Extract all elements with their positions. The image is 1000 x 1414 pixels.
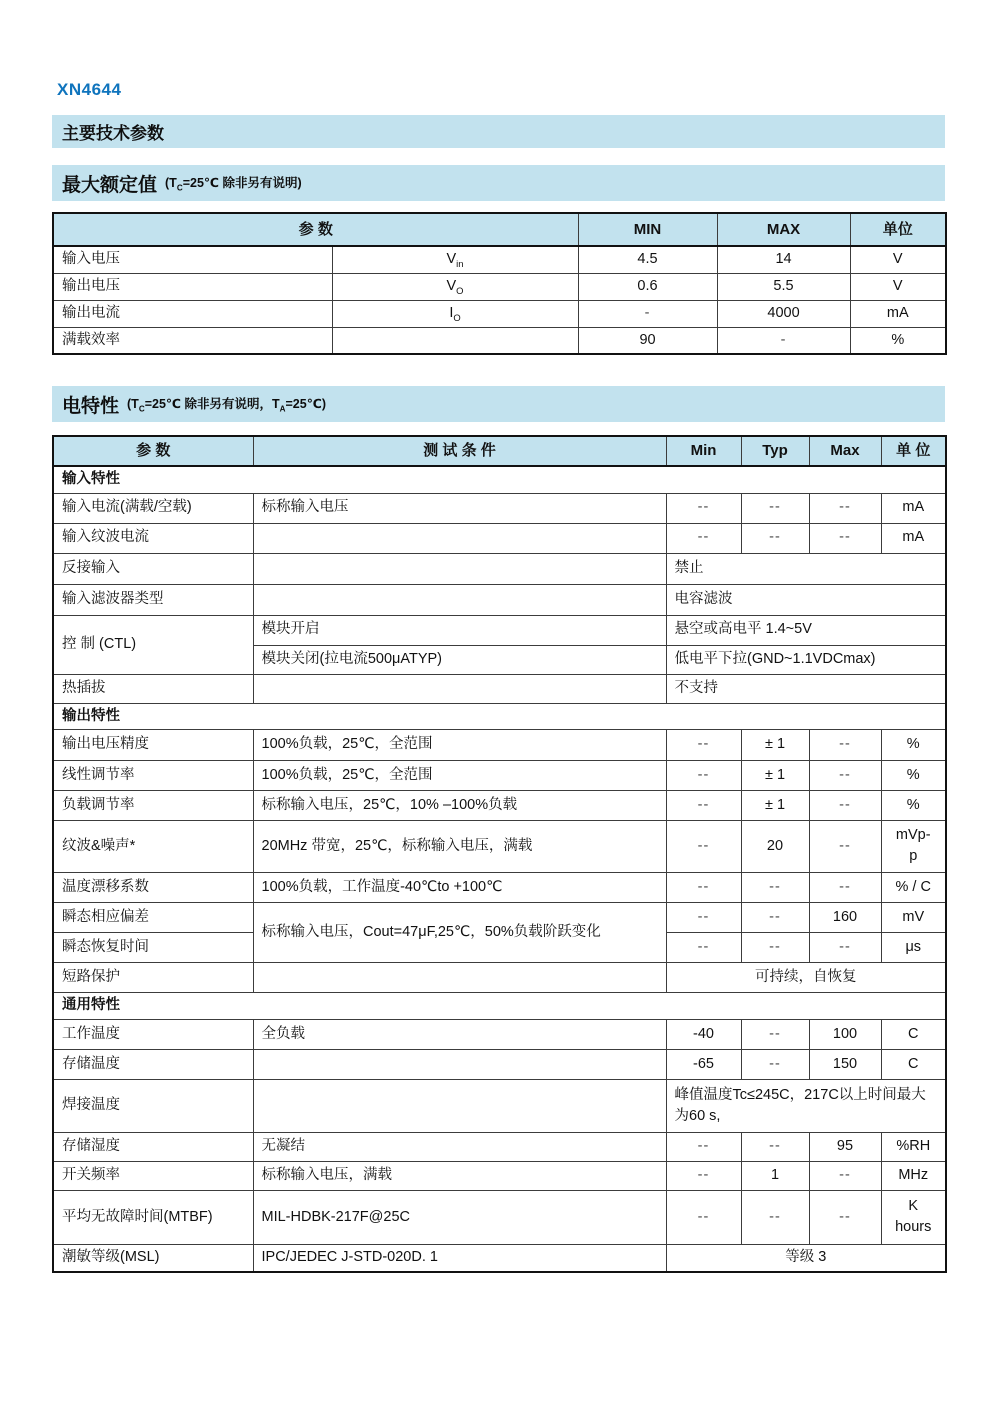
table-cell: IPC/JEDEC J-STD-020D. 1 [253,1244,666,1272]
table-cell: -- [666,872,741,902]
table-cell: -- [741,902,809,932]
table-cell: 存储温度 [53,1049,253,1079]
table-cell: -- [809,1161,881,1190]
table-cell: -- [741,1019,809,1049]
section-row [53,703,946,729]
max-ratings-table-wrap [52,212,947,355]
table-row [53,300,946,327]
table-cell: 热插拔 [53,674,253,703]
table-cell: 100%负载，工作温度-40℃to +100℃ [253,872,666,902]
table-cell: 焊接温度 [53,1079,253,1132]
table-cell: $I_O$ [332,300,578,327]
table-cell: MIL-HDBK-217F@25C [253,1190,666,1244]
table-cell: 瞬态恢复时间 [53,932,253,962]
table-cell: -- [741,1132,809,1161]
table-cell: C [881,1049,946,1079]
section-banner-abs-max [52,165,945,201]
page-title: XN4644 [57,80,122,99]
table-cell: 单位 [850,213,946,246]
table-row [53,1019,946,1049]
table-cell: Max [809,436,881,466]
table-cell: - [578,300,717,327]
table-cell [253,523,666,553]
table-cell: 标称输入电压，满载 [253,1161,666,1190]
table-cell: - [717,327,850,354]
table-cell: 工作温度 [53,1019,253,1049]
table-cell: 测 试 条 件 [253,436,666,466]
table-cell: 标称输入电压，Cout=47μF,25℃，50%负载阶跃变化 [253,902,666,962]
table-cell: 输入特性 [53,466,946,493]
table-cell: 不支持 [666,674,946,703]
table-cell: 平均无故障时间(MTBF) [53,1190,253,1244]
table-cell: -- [666,1190,741,1244]
table-cell: -- [809,1190,881,1244]
table-header-row [53,436,946,466]
table-cell [332,327,578,354]
table-row [53,615,946,645]
section-title-elec: 电特性 [62,395,120,417]
table-cell: 14 [717,246,850,273]
table-cell: 纹波&噪声* [53,820,253,872]
table-cell: % / C [881,872,946,902]
table-cell: -- [666,902,741,932]
table-cell: -- [809,790,881,820]
table-cell: mA [850,300,946,327]
table-cell: 短路保护 [53,962,253,992]
table-cell [253,1049,666,1079]
table-cell: -- [666,1161,741,1190]
table-cell: 20MHz 带宽，25℃，标称输入电压，满载 [253,820,666,872]
section-title-abs-max: 最大额定值 [62,174,158,196]
table-cell: MHz [881,1161,946,1190]
table-row [53,1190,946,1244]
table-cell: 模块开启 [253,615,666,645]
table-cell: 开关频率 [53,1161,253,1190]
table-row [53,820,946,872]
table-cell: -- [741,1049,809,1079]
table-cell: -- [666,1132,741,1161]
section-note-elec: ($T_C=25℃$ 除非另有说明，$T_A=25℃$) [127,397,327,414]
table-cell: 100%负载，25℃，全范围 [253,760,666,790]
table-cell: -40 [666,1019,741,1049]
table-cell: 5.5 [717,273,850,300]
table-cell: 输入滤波器类型 [53,584,253,615]
table-cell: -- [809,760,881,790]
table-cell: -- [741,523,809,553]
table-row [53,790,946,820]
table-cell: -- [809,820,881,872]
table-row [53,1244,946,1272]
table-cell: 1 [741,1161,809,1190]
table-row [53,523,946,553]
section-banner-elec [52,386,945,422]
table-cell: 控 制 (CTL) [53,615,253,674]
table-cell: -- [809,932,881,962]
table-cell: MIN [578,213,717,246]
table-cell: $V_O$ [332,273,578,300]
table-cell: 负载调节率 [53,790,253,820]
table-cell: -- [666,523,741,553]
table-cell: -- [741,872,809,902]
table-cell: % [881,729,946,760]
table-row [53,962,946,992]
table-cell: -- [666,790,741,820]
table-cell: 通用特性 [53,992,946,1019]
table-cell: 输入电流(满载/空载) [53,493,253,523]
table-cell: -- [741,493,809,523]
table-cell [253,1079,666,1132]
table-cell: 可持续，自恢复 [666,962,946,992]
table-cell: 悬空或高电平 1.4~5V [666,615,946,645]
table-cell: 电容滤波 [666,584,946,615]
table-cell: C [881,1019,946,1049]
electrical-table-wrap [52,435,947,1273]
table-cell: 潮敏等级(MSL) [53,1244,253,1272]
table-cell: 输出电压精度 [53,729,253,760]
table-row [53,902,946,932]
table-cell: ± 1 [741,729,809,760]
table-cell: 95 [809,1132,881,1161]
table-cell: 模块关闭(拉电流500μATYP) [253,645,666,674]
table-cell: 0.6 [578,273,717,300]
table-cell: 4000 [717,300,850,327]
table-cell: 线性调节率 [53,760,253,790]
table-cell: mA [881,493,946,523]
table-cell: -- [666,729,741,760]
table-cell: K hours [881,1190,946,1244]
table-row [53,1079,946,1132]
table-cell [253,553,666,584]
table-cell [253,674,666,703]
table-row [53,273,946,300]
table-cell: 无凝结 [253,1132,666,1161]
table-cell: Min [666,436,741,466]
table-cell: 160 [809,902,881,932]
table-cell: 100%负载，25℃，全范围 [253,729,666,760]
table-cell: 单 位 [881,436,946,466]
table-cell: 瞬态相应偏差 [53,902,253,932]
table-cell: mV [881,902,946,932]
table-cell: 标称输入电压 [253,493,666,523]
table-cell: ± 1 [741,790,809,820]
table-cell: -- [666,820,741,872]
table-row [53,760,946,790]
table-row [53,327,946,354]
table-cell: 低电平下拉(GND~1.1VDCmax) [666,645,946,674]
table-row [53,246,946,273]
table-row [53,729,946,760]
section-row [53,992,946,1019]
table-cell: % [881,790,946,820]
table-cell: 禁止 [666,553,946,584]
table-cell [253,584,666,615]
table-cell: 4.5 [578,246,717,273]
table-cell: ± 1 [741,760,809,790]
table-cell: 输出电压 [53,273,332,300]
table-cell: 存储湿度 [53,1132,253,1161]
table-cell: 输入纹波电流 [53,523,253,553]
table-cell: 输入电压 [53,246,332,273]
section-title-main: 主要技术参数 [62,124,164,143]
table-cell: 输出电流 [53,300,332,327]
table-cell: -- [666,932,741,962]
table-cell: 满载效率 [53,327,332,354]
table-cell: 参 数 [53,436,253,466]
table-cell: -65 [666,1049,741,1079]
table-cell: 150 [809,1049,881,1079]
table-row [53,553,946,584]
table-cell: -- [741,1190,809,1244]
table-cell: MAX [717,213,850,246]
table-cell: % [881,760,946,790]
section-note-abs-max: ($T_C=25℃$ 除非另有说明) [165,176,302,193]
table-row [53,1161,946,1190]
table-row [53,493,946,523]
table-cell: % [850,327,946,354]
table-cell: -- [809,523,881,553]
table-cell: 90 [578,327,717,354]
table-row [53,674,946,703]
table-cell: 温度漂移系数 [53,872,253,902]
table-cell: 峰值温度Tc≤245C，217C以上时间最大为60 s, [666,1079,946,1132]
table-cell: V [850,246,946,273]
max-ratings-table [52,212,947,355]
table-cell: 参 数 [53,213,578,246]
table-cell: %RH [881,1132,946,1161]
table-cell: μs [881,932,946,962]
table-cell: Typ [741,436,809,466]
table-cell: -- [809,493,881,523]
table-cell [253,962,666,992]
table-cell: 反接输入 [53,553,253,584]
table-cell: 等级 3 [666,1244,946,1272]
table-cell: -- [666,493,741,523]
table-cell: $V_{in}$ [332,246,578,273]
table-cell: 标称输入电压，25℃，10% –100%负载 [253,790,666,820]
table-cell: V [850,273,946,300]
table-row [53,584,946,615]
table-cell: 输出特性 [53,703,946,729]
table-cell: -- [666,760,741,790]
table-row [53,1132,946,1161]
table-cell: mVp- p [881,820,946,872]
table-cell: 20 [741,820,809,872]
table-cell: -- [741,932,809,962]
table-cell: 100 [809,1019,881,1049]
table-row [53,872,946,902]
table-cell: 全负载 [253,1019,666,1049]
table-header-row [53,213,946,246]
section-banner-main [52,115,945,148]
table-cell: mA [881,523,946,553]
table-row [53,1049,946,1079]
section-row [53,466,946,493]
table-cell: -- [809,729,881,760]
electrical-table [52,435,947,1273]
table-cell: -- [809,872,881,902]
